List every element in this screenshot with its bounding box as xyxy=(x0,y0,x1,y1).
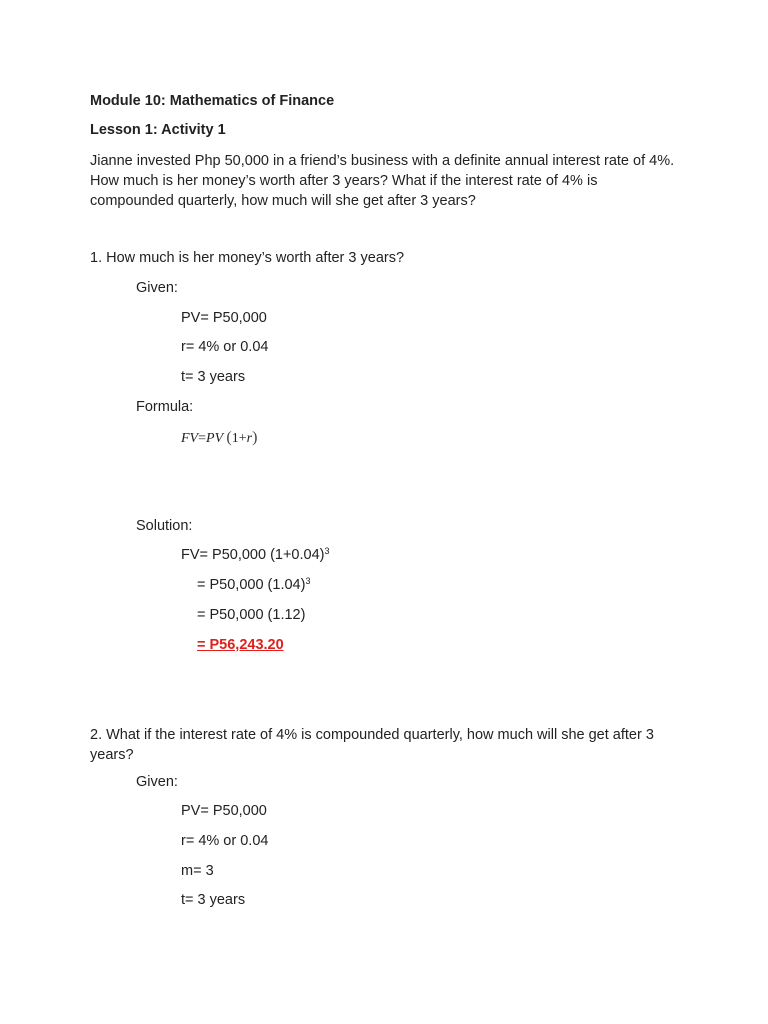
formula-equals: = xyxy=(198,431,207,446)
q2-given-pv: PV= P50,000 xyxy=(181,803,267,819)
step-3-text: = P50,000 (1.12) xyxy=(197,607,306,623)
q1-solution-label: Solution: xyxy=(136,518,193,534)
question-2: 2. What if the interest rate of 4% is compounded quarterly, how much will she get after 3 years? xyxy=(90,727,654,763)
module-title: Module 10: Mathematics of Finance xyxy=(90,93,335,109)
q1-solution-step-2 xyxy=(197,577,310,593)
q1-solution-step-1 xyxy=(181,547,330,563)
step-2-exponent: 3 xyxy=(305,576,311,586)
q2-given-label: Given: xyxy=(136,774,178,790)
formula-paren-open: ( xyxy=(226,429,232,446)
formula-pv: PV xyxy=(206,431,223,446)
q1-solution-step-3 xyxy=(197,607,305,623)
q1-formula xyxy=(181,429,257,447)
step-2-text: = P50,000 (1.04) xyxy=(197,577,306,593)
q1-given-r: r= 4% or 0.04 xyxy=(181,339,269,355)
formula-one: 1 xyxy=(231,431,239,446)
formula-r: r xyxy=(246,431,253,446)
q1-answer: = P56,243.20 xyxy=(197,637,284,653)
formula-plus: + xyxy=(238,431,247,446)
q1-given-t: t= 3 years xyxy=(181,369,246,385)
step-1-exponent: 3 xyxy=(324,546,330,556)
q2-given-r: r= 4% or 0.04 xyxy=(181,833,269,849)
formula-fv: FV xyxy=(181,431,199,446)
formula-paren-close: ) xyxy=(252,429,258,446)
q1-formula-label: Formula: xyxy=(136,399,194,415)
q2-given-t: t= 3 years xyxy=(181,892,246,908)
lesson-title: Lesson 1: Activity 1 xyxy=(90,122,226,138)
q1-given-label: Given: xyxy=(136,280,178,296)
q2-given-m: m= 3 xyxy=(181,863,214,879)
question-1: 1. How much is her money’s worth after 3 years? xyxy=(90,250,405,266)
q1-given-pv: PV= P50,000 xyxy=(181,310,267,326)
step-1-text: FV= P50,000 (1+0.04) xyxy=(181,547,325,563)
problem-statement: Jianne invested Php 50,000 in a friend’s business with a definite annual interest rate of 4%. How much is her money’s worth after 3 years? What if the interest rate of 4% is compounded quarterly, how much will she get after 3 years? xyxy=(90,153,675,209)
